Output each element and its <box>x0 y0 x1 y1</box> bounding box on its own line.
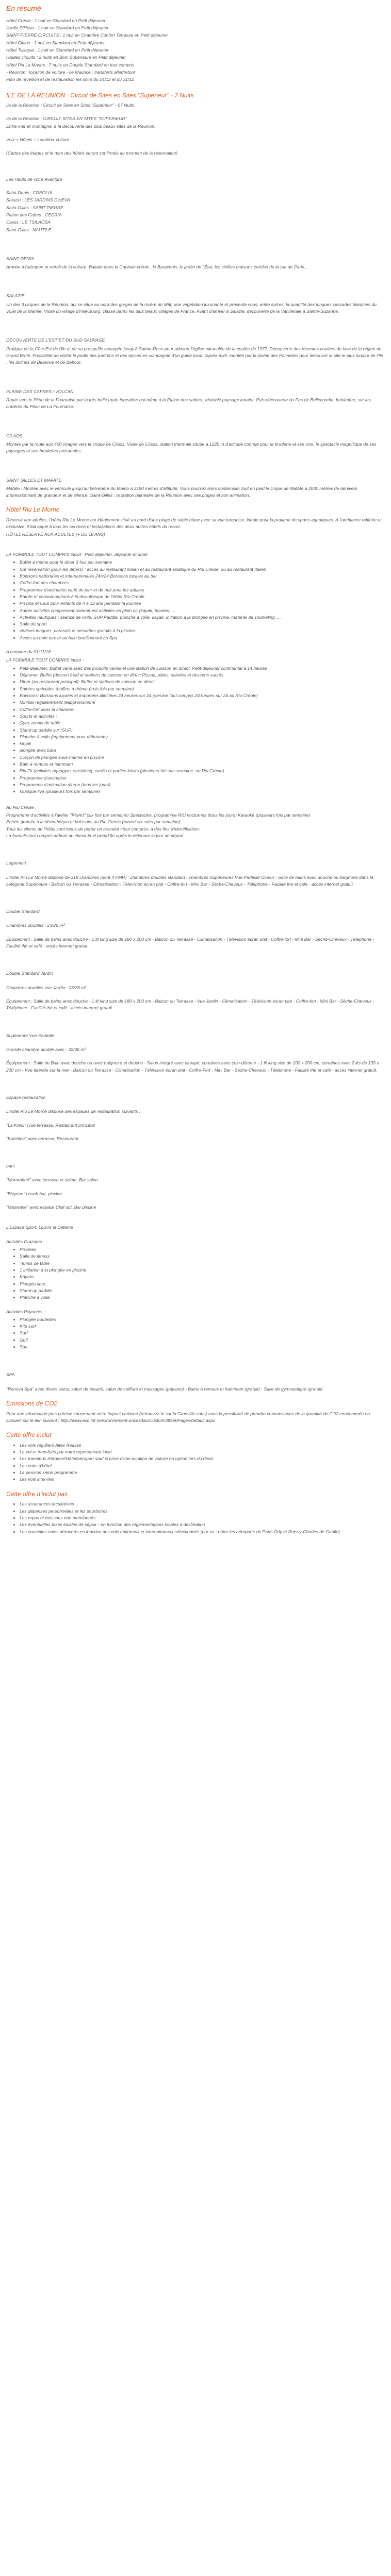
stage-line: Saint-Gilles : NAUTILE <box>6 227 52 232</box>
list-item: • Petit-déjeuner: Buffet varié avec des produits variés et une station de cuisson en direct, Petit-déjeuner continental à 14 heures <box>20 665 385 672</box>
salazie-title: SALAZIE <box>6 293 25 299</box>
summary-line: Hôtel Cilaos : 1 nuit en Standard en Petit déjeuner <box>6 40 105 45</box>
formule1-list <box>6 559 385 641</box>
list-item: • Piscines <box>20 1246 385 1253</box>
riu-creole-text: Programme d'activités à l'atelier "RiuArt" (six fois par semaine) Spectacles, programme RIU nocturnes (tous les jours) Karaoké (plusieurs fois par semaine) Entrée gratuite à la discothèque et boissons au Riu Créole (ouvert six soirs par semaine) Tous les clients de l'hôtel sont tenus de porter un bracelet «tout compris» à des fins d'identification. La formule tout compris débute au check-in et prend fin après le déjeuner le jour du départ. <box>6 812 311 838</box>
list-item: • Entrée et consommations à la discothèque de l'hôtel Riu Créole <box>20 594 385 600</box>
list-item: • Bain à remous et hammam <box>20 761 385 768</box>
cilaos-text: Montée par la route aux 400 virages vers le cirque de Cilaos. Visite de Cilaos, station thermale située à 1220 m d'altitude connue pour la broderie et ses vins, le spectacle magnifique de ses paysages et ses broderies artisanales. <box>6 441 377 454</box>
saint-gilles-text: Mafate : Montée avec le véhicule jusqu'au belvédère du Maïdo à 2190 mètres d'altitude. Vous pourrez alors contempler tout en pied le cirque de Mafate à 2000 mètres de dénivelé, impressionnant de grandeur et de silence. Saint-Gilles : la station balnéaire de la Réunion avec ses plages et son animation. <box>6 485 359 498</box>
co2-heading: Emissions de CO2 <box>6 1400 58 1407</box>
offer-includes-heading: Cette offre inclut <box>6 1431 52 1439</box>
list-item: • Les dépenses personnelles et les pourboires <box>20 1508 385 1515</box>
hotel-adults-only: HÔTEL RÉSERVÉ AUX ADULTES (+ DE 18 ANS) <box>6 531 105 537</box>
plaine-text: Route vers le Piton de la Fournaise par la très belle route forestière qui mène à la Plaine des sables, véritable paysage lunaire. Puis découverte du Pas de Bellecombe, belvédère, sur les cratères du Piton de La Fournaise. <box>6 397 371 410</box>
list-item: • Les éventuelles taxes locales de séjour - en fonction des réglementations locales à destination <box>20 1521 385 1528</box>
offer-excludes-list <box>6 1501 385 1535</box>
co2-text: Pour une information plus précise concernant votre impact carbone (retrouvez-le sur la Granville sous) avec la possibilité de prendre connaissance de la quantité de CO2 consommée en cliquant sur le lien suivant : http://www.eco.int (environnement-prices/tax/CustomOffset/Pages/default.aspx <box>6 1411 370 1423</box>
list-item: • Minibar réguliérement réapprovisionné <box>20 699 385 706</box>
list-item: • Salle de fitness <box>20 1253 385 1260</box>
room-line: Équipement : Salle de Bain avec douche ou avec baignoire et douche - Salon intégré avec canapé, certaines avec coin-détente - 1 lit king size de 200 x 200 cm, certaines avec 2 lits de 135 x 200 cm - Vue latérale sur la mer - Balcon ou Terrasse - Climatisation - Télévision écran plat - Coffre-Fort - Mini Bar - Sèche-Cheveux - Téléphone - Facilité thé et café - accès internet gratuit. <box>6 1060 379 1073</box>
room-title: Supérieure Vue Partielle <box>6 1032 54 1038</box>
stage-line: Plaine des Cafres : CECRIA <box>6 212 62 217</box>
room-title: Double Standard Jardin <box>6 971 53 976</box>
list-item: • Tennis de table <box>20 1260 385 1267</box>
saint-gilles-title: SAINT GILLES ET MAFATE <box>6 477 62 483</box>
sport-paid-title: Activités Payantes : <box>6 1309 45 1314</box>
list-item: • plongée avec tuba <box>20 747 385 754</box>
list-item: • Les transferts Aéroport/Hôtel/aéroport sauf si prise d'une location de voiture en option lors du devis <box>20 1455 385 1462</box>
formule2-list <box>6 665 385 795</box>
list-item: • Salle de sport <box>20 621 385 628</box>
sport-free-list <box>6 1246 385 1301</box>
salazie-text: Un des 3 cirques de la Réunion, qui se situe au nord des gorges de la rivière du Mât, une végétation luxuriante et présente vous, entre autres, la quantité des longues cascades blanches du Voile de la Mariée. Visite du village d'Hell-Bourg, classé parmi les plus beaux villages de France. Avant d'arriver à Salazie, découverte de la Vanilleraie à Sainte-Suzanne. <box>6 301 377 314</box>
list-item: • Planche à voile (équipement pour débutants) <box>20 734 385 740</box>
circuit-line: Ile de la Réunion : CIRCUIT SITES EN SITES "SUPERIEUR" <box>6 116 127 122</box>
list-item: • La vol et transferts par notre représentant local <box>20 1449 385 1455</box>
offer-includes-list <box>6 1442 385 1483</box>
list-item: • Coffre-fort dans la chambre <box>20 706 385 713</box>
hotel-text: Réservé aux adultes, l'Hôtel Riu Le Morne est idéalement situé au bord d'une plage de sable blanc avec sa vue turquoise, idéale pour la pratique de sports aquatiques. À l'ambiance raffinée et exclusive, il fait appel à tous les services et installations des deux autres hôtels du resort. <box>6 517 382 530</box>
summary-title: En résumé <box>6 4 41 12</box>
restauration-text: L'hôtel Riu Le Morne dispose des espaces de restauration suivants : <box>6 1109 141 1114</box>
stage-line: Cilaos : LE TSILAOSA <box>6 219 51 225</box>
list-item: • Déjeuner: Buffet (dessert froid et stations de cuisson en direct Pizzas, pâtes, salades et desserts sucrés <box>20 672 385 679</box>
restaurant-line: "La Kreol" (vue terrasse. Restaurant principal <box>6 1122 95 1128</box>
room-line: Équipement : Salle de bains avec douche - 1 lit king size de 180 x 200 cm - Balcon ou Terrasse - Climatisation - Télévision écran plat - Coffre-fort - Mini Bar - Sèche-Cheveux - Téléphone - Facilité thé et café - accès internet gratuit. <box>6 936 374 949</box>
hotel-heading: Hôtel Riu Le Morne <box>6 506 60 514</box>
list-item: • Boissons nationales et internationales 24h/24 Boissons locales au bar <box>20 573 385 580</box>
list-item: • Activités nautiques : séance de voile, SUP Paddle, planche à voile, kayak, initiation à la plongée en piscine, matériel de snorkeling, ... <box>20 614 385 621</box>
bars-title: bars <box>6 1163 15 1169</box>
list-item: • Soirées spéciales (buffets à thème (trois fois par semaine) <box>20 686 385 692</box>
circuit-subtitle: Ile de la Réunion : Circuit de Sites en Sites "Supérieur" - 07 Nuits <box>6 103 134 108</box>
logement-title: Logement <box>6 860 26 866</box>
list-item: • Programme d'animation <box>20 775 385 782</box>
list-item: • Riu Fit (activités aquagym, stretching, cardio et parties loisirs (plusieurs fois par semaine, au Riu Créole) <box>20 768 385 774</box>
circuit-heading: ILE DE LA REUNION : Circuit de Sites en Sites "Supérieur" - 7 Nuits <box>6 91 194 99</box>
list-item: • 1 initiation à la plongée en piscine <box>20 1267 385 1274</box>
list-item: • Buffet à thème pour le dîner 3 fois par semaine <box>20 559 385 566</box>
sport-title: L'Espace Sport, Loisirs et Détente <box>6 1225 73 1230</box>
list-item: • Musique live (plusieurs fois par semaine) <box>20 788 385 795</box>
list-item: • Stand up paddle sur (SUP) <box>20 727 385 734</box>
cilaos-title: CILAOS <box>6 433 23 438</box>
list-item: • Golf <box>20 1337 385 1344</box>
room-line: Équipement : Salle de bains avec douche - 1 lit king size de 180 x 200 cm - Balcon ou Terrasse - Vue Jardin - Climatisation - Télévision écran plat - Coffre-fort - Mini Bar - Sèche-Cheveux - Téléphone - Facilité thé et café - accès internet gratuit. <box>6 998 374 1011</box>
est-text: Pratique de la Côte Est de l'île et de sa presqu'île escarpée jusqu'à Sainte-Rose pour admirer l'église miraculée de la coulée de 1977. Découverte des récentes coulées de lave de la région du Grand Brulé. Possibilité de visiter le jardin des parfums et des épices en compagnie d'un guide local. (après-midi, montée par la plaine des Palmistes pour découvrir le site le plus lunaire de l'île : les dolines de Bellevue et de Bébour. <box>6 346 383 365</box>
list-item: • Coffre-fort des chambres <box>20 580 385 586</box>
list-item: • Programme d'animation varié de jour et de nuit pour les adultes <box>20 587 385 594</box>
restaurant-line: "Kuishine" avec terrasse, Restaurant <box>6 1136 78 1141</box>
list-item: • Dîner (au restaurant principal): Buffet et stations de cuisson en direct <box>20 679 385 685</box>
summary-line: SAINT-PIERRE CIRCUITS : 1 nuit en Chambre Confort Terrasse en Petit déjeuner <box>6 32 168 38</box>
sport-paid-list <box>6 1316 385 1351</box>
list-item: • Accès au bain turc et au bain bouillonnant au Spa. <box>20 635 385 641</box>
list-item: • chaises longues, parasols et serviettes gratuits à la piscine. <box>20 628 385 634</box>
list-item: • Les repas et boissons non mentionnés <box>20 1515 385 1521</box>
spa-text: "Renova Spa" avec divers soins, salon de beauté, salon de coiffure et massages (payants) - Bains à remous et hammam (gratuit) - Salle de gymnastique (gratuit). <box>6 1386 324 1392</box>
summary-line: Plan de réveillon et de restauration les soirs du 24/12 et du 31/12 <box>6 77 134 82</box>
list-item: • La pension selon programme <box>20 1469 385 1476</box>
room-line: Chambres doubles vue Jardin : 23/26 m² <box>6 985 87 990</box>
stage-line: Salazie : LES JARDINS D'HEVA <box>6 197 70 203</box>
summary-line: Hautes circuits : 2 nuits en Boni Supérieure en Petit déjeuner <box>6 55 126 60</box>
formule1-title: LA FORMULE TOUT COMPRIS inclut : Petit déjeuner, déjeuner et dîner <box>6 552 148 557</box>
summary-line: - Réunion : location de voiture - île Maurice : transferts aller/retour <box>6 69 136 75</box>
list-item: • Sports et activités : <box>20 713 385 720</box>
list-item: • Boissons: Boissons locales et importées illimitées 24 heures sur 24 (service tout compris 24 heures sur 24 au Riu Créole) <box>20 692 385 699</box>
riu-creole-title: Au Riu Créole : <box>6 804 37 810</box>
saint-denis-title: SAINT DENIS <box>6 256 34 261</box>
list-item: • Piscine et Club pour enfants de 4 à 12 ans pendant la journée <box>20 600 385 607</box>
formule2-title: LA FORMULE TOUT COMPRIS inclut : <box>6 657 84 663</box>
list-item: • Kite surf <box>20 1323 385 1330</box>
room-line: Grande chambre double avec : 32/36 m² <box>6 1046 86 1052</box>
list-item: • 1 leçon de plongée sous-marine en piscine <box>20 754 385 761</box>
list-item: • Les assurances facultatives <box>20 1501 385 1507</box>
logement-text: L'hôtel Riu Le Morne dispose de 218 chambres (dont 4 PMR) : chambres doubles standard - chambres Supérieures Vue Partielle Océan - Salle de bains avec douche ou baignoire dans la catégorie Supérieure - Balcon ou Terrasse - Climatisation - Télévision écran plat - Coffre-fort - Mini Bar - Sèche-Cheveux - Téléphone - Facilité thé et café - accès internet gratuit. <box>6 874 373 887</box>
list-item: • Kayaks <box>20 1274 385 1280</box>
list-item: • Les vols inter-îles <box>20 1476 385 1483</box>
summary-list <box>6 18 385 83</box>
circuit-line: (Cartes des étapes et le nom des hôtels seront confirmés au moment de la réservation) <box>6 150 177 156</box>
bar-line: "Bicycee" beach bar, piscine <box>6 1191 62 1196</box>
summary-line: Hôtel Tsilaosa : 1 nuit en Standard en Petit déjeuner <box>6 47 109 53</box>
stage-title: Les Hauts de votre Aventure <box>6 176 62 182</box>
offer-excludes-heading: Cette offre n'inclut pas <box>6 1490 68 1498</box>
list-item: • Plongée libre <box>20 1281 385 1287</box>
circuit-line: Entre mer et montagne, à la découverte des plus beaux sites de la Réunion. <box>6 123 156 129</box>
list-item: • Plongée bouteilles <box>20 1316 385 1323</box>
summary-line: Hôtel Pia La Marine : 7 nuits en Double Standard en tout compris <box>6 62 134 67</box>
list-item: • Spa <box>20 1344 385 1350</box>
saint-denis-text: Arrivée à l'aéroport et retrait de la voiture. Balade dans la Capitale créole : le Barachois, le jardin de l'État, les vieilles maisons créoles de la rue de Paris... <box>6 264 308 270</box>
list-item: • Surf <box>20 1330 385 1336</box>
bar-line: "Morarahné" avec terrasse et scène, Bar salon <box>6 1177 98 1183</box>
list-item: • kayak <box>20 740 385 747</box>
list-item: • Les nuits d'hôtel <box>20 1463 385 1469</box>
list-item: • Autres activités comprenant notamment activités en plein air (kayak, bouées, ... <box>20 607 385 614</box>
plaine-title: PLAINE DES CAFRES / VOLCAN <box>6 388 74 394</box>
list-item: • Stand up paddle <box>20 1287 385 1294</box>
stage-line: Saint-Denis : CREOLIA <box>6 190 53 195</box>
bar-line: "Maswane" avec espace Chill out, Bar piscine <box>6 1205 96 1210</box>
summary-line: Hôtel Créole : 1 nuit en Standard en Petit déjeuner <box>6 18 106 23</box>
list-item: • Sur réservation (pour les dîners) : accès au restaurant indien et au restaurant asiatique du Riu Créole, ou au restaurant Italien <box>20 566 385 573</box>
list-item: • Les vols réguliers Altes Réalisé <box>20 1442 385 1449</box>
list-item: • Planche à voile <box>20 1294 385 1301</box>
room-title: Double Standard <box>6 909 40 914</box>
summary-line: Jardin D'Heva : 1 nuit en Standard en Petit déjeuner <box>6 25 109 30</box>
sport-free-title: Activités Gratuites : <box>6 1239 45 1244</box>
est-title: DÉCOUVERTE DE L'EST ET DU SUD SAUVAGE <box>6 337 105 343</box>
stage-line: Saint-Gilles : SAINT PIERRE <box>6 205 63 210</box>
formule1-note: A compter du 01/11/18 : <box>6 649 53 655</box>
list-item: • Programme d'animation diurne (tous les jours) <box>20 782 385 788</box>
restauration-title: Espace restauration <box>6 1094 46 1100</box>
list-item: • Gym, tennis de table <box>20 720 385 726</box>
spa-title: SPA <box>6 1372 15 1378</box>
circuit-line: Voix + Hôtels + Location Voiture <box>6 137 70 143</box>
room-line: Chambres doubles : 23/26 m² <box>6 923 65 928</box>
list-item: • Les nouvelles taxes aéroports en fonction des vols nationaux et internationaux sélectionnés (par ex : entre les aéroports de Paris-Orly et Roissy-Charles de Gaulle) <box>20 1529 385 1535</box>
